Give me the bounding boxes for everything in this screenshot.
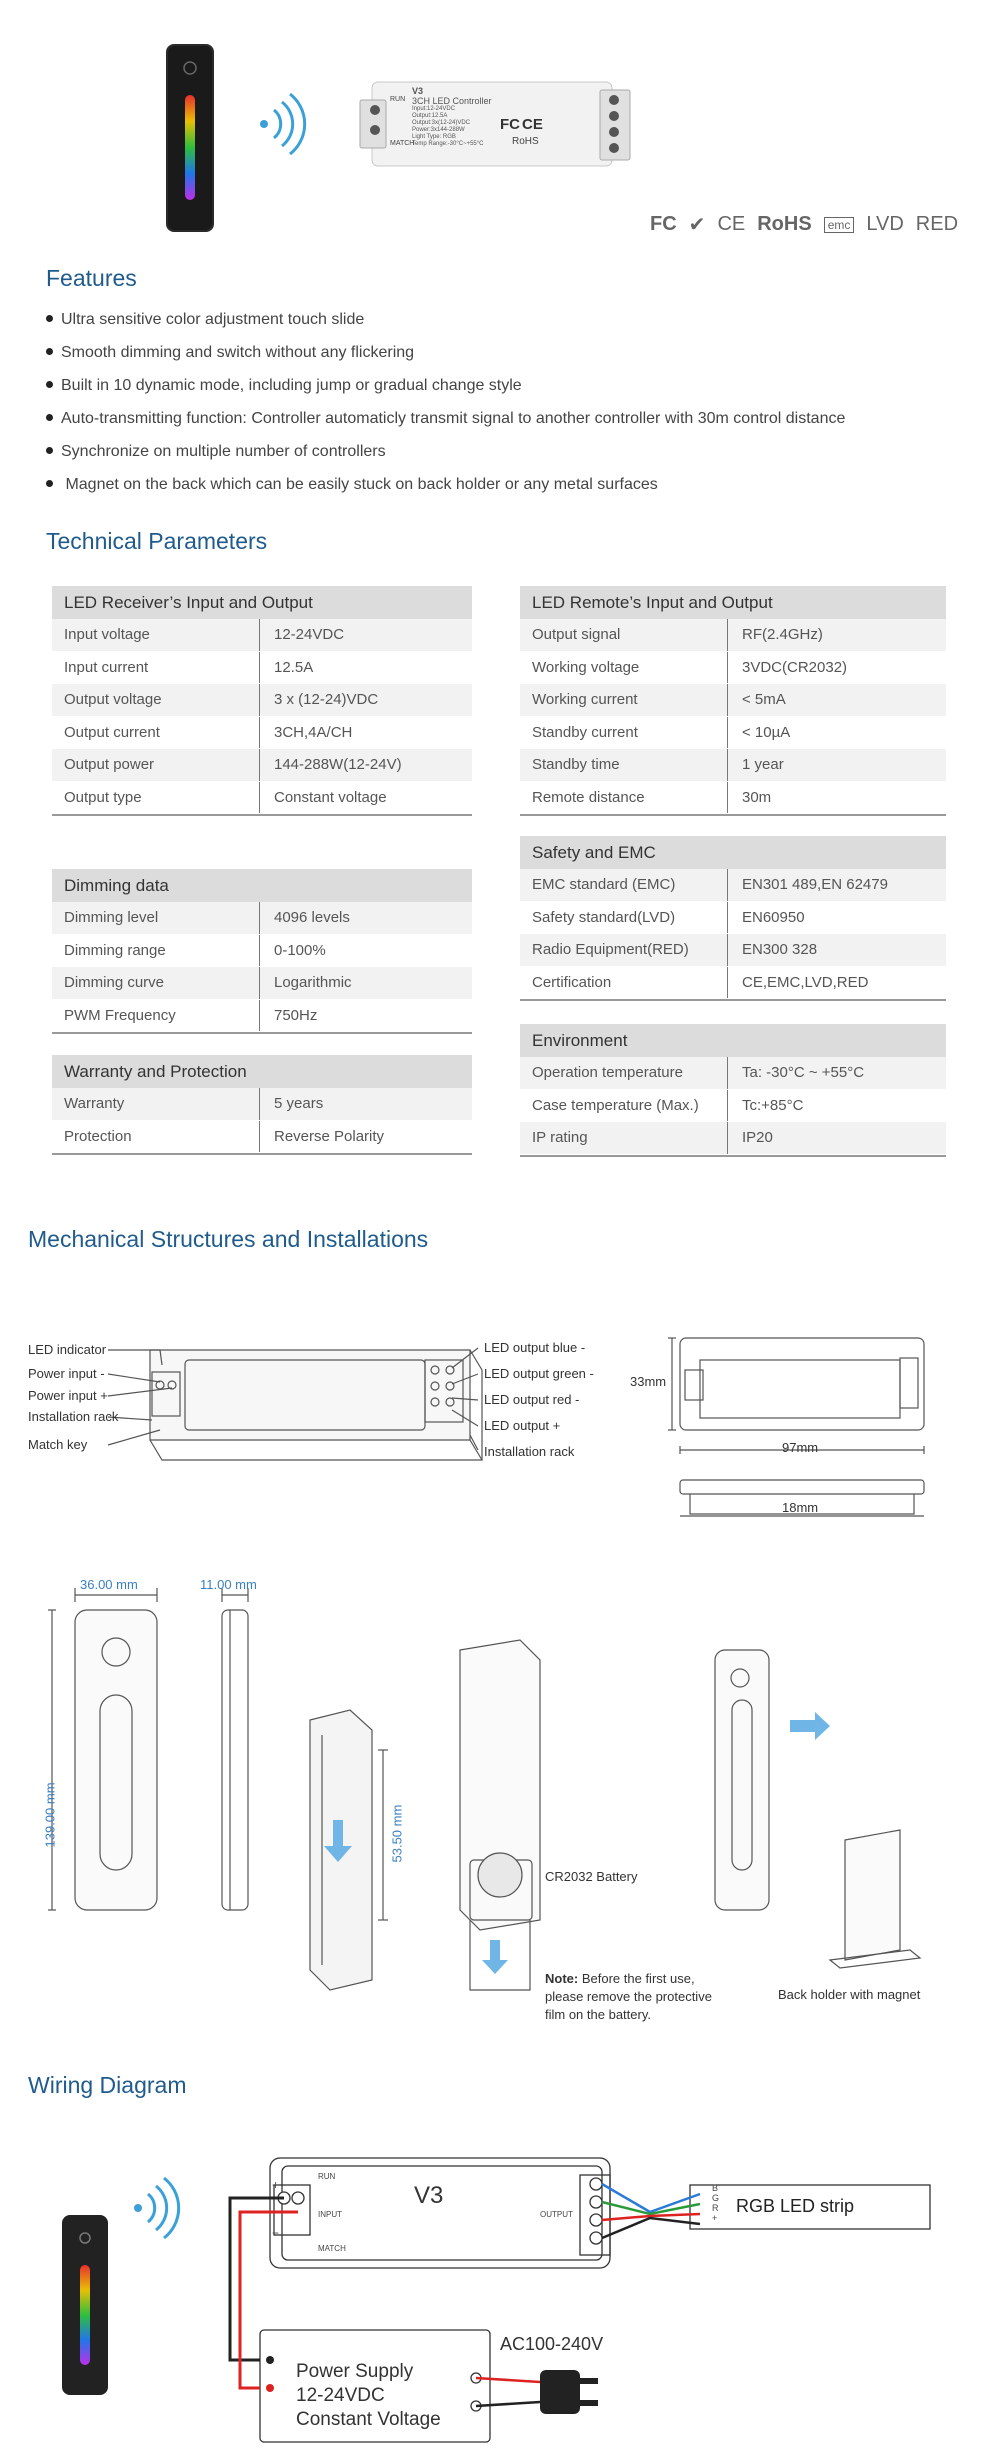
holder-caption: Back holder with magnet [778, 1987, 921, 2002]
wiring-run-label: RUN [318, 2172, 336, 2181]
feature-text: Auto-transmitting function: Controller automaticly transmit signal to another controller with 30m control distance [61, 410, 846, 427]
dim-remote-thickness: 11.00 mm [200, 1577, 257, 1592]
param-value: Logarithmic [274, 974, 352, 991]
note-line-1: please remove the protective [545, 1989, 712, 2004]
feature-text: Smooth dimming and switch without any flickering [61, 344, 415, 361]
param-name: Protection [52, 1121, 260, 1153]
param-value: Constant voltage [274, 788, 387, 806]
table-row [520, 652, 946, 685]
param-name: Standby current [520, 717, 728, 749]
remote-drawings [0, 1560, 1000, 2040]
environment-table [520, 1024, 946, 1157]
dimming-table [52, 869, 472, 1034]
cert-row [650, 212, 958, 237]
cert-fc: FC [650, 213, 677, 235]
hero-spec-4: Light Type: RGB [412, 134, 456, 140]
strip-pin-r: R [712, 2203, 719, 2213]
table-header: LED Receiver’s Input and Output [52, 586, 472, 619]
dim-depth: 18mm [782, 1500, 819, 1515]
param-name: Working current [520, 684, 728, 716]
param-value: Reverse Polarity [274, 1127, 385, 1145]
wiring-diagram [0, 2120, 1000, 2453]
param-value: 4096 levels [274, 909, 350, 926]
table-header: LED Remote’s Input and Output [520, 586, 946, 619]
param-name: Warranty [52, 1088, 260, 1120]
feature-text: Built in 10 dynamic mode, including jump or gradual change style [61, 377, 522, 394]
param-name: Operation temperature [520, 1057, 728, 1089]
param-name: Case temperature (Max.) [520, 1090, 728, 1122]
table-row [520, 749, 946, 782]
param-name: IP rating [520, 1122, 728, 1154]
wiring-controller-name: V3 [414, 2182, 444, 2209]
dim-length: 97mm [782, 1440, 819, 1455]
cert-red: RED [915, 213, 959, 235]
cert-check: ✔ [688, 214, 706, 236]
psu-line-1: 12-24VDC [296, 2385, 385, 2406]
note-block [545, 1970, 712, 2024]
param-value: 5 years [274, 1095, 324, 1112]
strip-pin-g: G [712, 2193, 720, 2203]
param-value: 3 x (12-24)VDC [274, 691, 379, 708]
tech-title: Technical Parameters [46, 528, 268, 554]
table-header: Dimming data [52, 869, 472, 902]
table-row [520, 902, 946, 935]
label-match-key: Match key [28, 1437, 88, 1452]
label-installation-rack-left: Installation rack [28, 1409, 119, 1424]
param-name: Dimming curve [52, 967, 260, 999]
param-value: 3VDC(CR2032) [742, 658, 848, 676]
feature-text: Ultra sensitive color adjustment touch slide [61, 311, 365, 328]
wiring-match-label: MATCH [318, 2244, 346, 2253]
param-name: Dimming range [52, 935, 260, 967]
wiring-output-label: OUTPUT [540, 2210, 573, 2219]
cert-rohs: RoHS [757, 213, 812, 235]
table-row [52, 684, 472, 717]
note-line-2: film on the battery. [545, 2007, 651, 2022]
feature-text: Synchronize on multiple number of controllers [61, 443, 386, 460]
param-value: < 5mA [742, 691, 786, 708]
param-value: IP20 [742, 1129, 773, 1146]
strip-pin-pos: + [712, 2213, 718, 2223]
ac-label: AC100-240V [500, 2334, 604, 2354]
hero-controller-sub: 3CH LED Controller [412, 96, 492, 106]
features-title: Features [46, 265, 137, 291]
hero-spec-3: Power:3x144-288W [412, 127, 465, 133]
param-name: PWM Frequency [52, 1000, 260, 1032]
param-value: 30m [742, 788, 772, 806]
wireless-signal-icon [134, 2178, 179, 2238]
table-row [520, 869, 946, 902]
feature-item [46, 443, 386, 461]
param-name: Working voltage [520, 652, 728, 684]
param-name: Remote distance [520, 782, 728, 814]
param-name: EMC standard (EMC) [520, 869, 728, 901]
table-row [52, 619, 472, 652]
table-header: Safety and EMC [520, 836, 946, 869]
cert-ce: CE [717, 213, 746, 235]
table-row [520, 782, 946, 815]
param-value: < 10µA [742, 723, 791, 741]
hero-spec-0: Input:12-24VDC [412, 106, 456, 112]
param-value: EN300 328 [742, 941, 818, 958]
feature-text: Magnet on the back which can be easily stuck on back holder or any metal surfaces [61, 476, 658, 493]
table-row [52, 749, 472, 782]
table-row [520, 967, 946, 1000]
param-value: 144-288W(12-24V) [274, 756, 402, 773]
hero-cert-ce: CE [522, 116, 543, 133]
param-name: Safety standard(LVD) [520, 902, 728, 934]
param-name: Dimming level [52, 902, 260, 934]
param-value: 12.5A [274, 658, 314, 676]
param-value: EN301 489,EN 62479 [742, 876, 888, 893]
wiring-terminal-neg: − [272, 2226, 280, 2240]
label-installation-rack-right: Installation rack [484, 1444, 575, 1459]
hero-cert-fc: FC [500, 116, 520, 133]
param-value: 1 year [742, 756, 784, 773]
feature-item [46, 311, 364, 329]
label-power-input-neg: Power input - [28, 1366, 105, 1381]
remote-image [62, 2215, 108, 2395]
note-line-0: Before the first use, [581, 1971, 695, 1986]
receiver-table [52, 586, 472, 816]
table-row [52, 652, 472, 685]
warranty-table [52, 1055, 472, 1155]
dim-remote-height: 139.00 mm [42, 1782, 58, 1848]
table-row [52, 1000, 472, 1033]
hero-rohs: RoHS [512, 136, 539, 147]
psu-label [296, 2360, 441, 2432]
param-value: 12-24VDC [274, 626, 345, 643]
dim-remote-width: 36.00 mm [80, 1577, 138, 1592]
label-power-input-pos: Power input + [28, 1388, 108, 1403]
param-value: EN60950 [742, 908, 805, 926]
hero-spec-2: Output:3x(12-24)VDC [412, 120, 471, 126]
note-bold: Note: [545, 1971, 579, 1986]
hero-controller-name: V3 [412, 86, 424, 96]
wiring-input-label: INPUT [318, 2210, 342, 2219]
hero-run-label: RUN [390, 96, 406, 103]
table-row [520, 619, 946, 652]
table-row [520, 1057, 946, 1090]
table-row [52, 902, 472, 935]
param-value: 3CH,4A/CH [274, 723, 353, 741]
feature-item [46, 377, 522, 395]
table-row [52, 1121, 472, 1154]
strip-label: RGB LED strip [736, 2196, 855, 2216]
feature-item [46, 476, 658, 494]
label-led-indicator: LED indicator [28, 1342, 107, 1357]
table-row [52, 935, 472, 968]
feature-item [46, 344, 414, 362]
dim-height: 33mm [630, 1374, 667, 1389]
table-header: Warranty and Protection [52, 1055, 472, 1088]
hero-spec-5: Temp Range:-30°C~+55°C [412, 141, 484, 147]
wiring-title: Wiring Diagram [28, 2072, 187, 2098]
param-value: Ta: -30°C ~ +55°C [742, 1064, 865, 1081]
param-name: Standby time [520, 749, 728, 781]
param-name: Radio Equipment(RED) [520, 934, 728, 966]
label-led-output-pos: LED output + [484, 1418, 561, 1433]
wiring-terminal-pos: + [272, 2178, 280, 2192]
psu-line-0: Power Supply [296, 2361, 414, 2382]
mech-title: Mechanical Structures and Installations [28, 1226, 429, 1252]
label-battery: CR2032 Battery [545, 1869, 638, 1884]
table-header: Environment [520, 1024, 946, 1057]
param-value: Tc:+85°C [742, 1096, 804, 1114]
remote-table [520, 586, 946, 816]
param-name: Output signal [520, 619, 728, 651]
param-value: 750Hz [274, 1006, 318, 1024]
param-name: Input current [52, 652, 260, 684]
table-row [52, 1088, 472, 1121]
table-row [52, 782, 472, 815]
label-led-output-green: LED output green - [484, 1366, 594, 1381]
param-name: Certification [520, 967, 728, 999]
remote-image [166, 44, 214, 232]
feature-item [46, 410, 845, 428]
strip-pin-b: B [712, 2183, 719, 2193]
table-row [520, 934, 946, 967]
table-row [520, 684, 946, 717]
label-led-output-blue: LED output blue - [484, 1340, 586, 1355]
table-row [520, 1090, 946, 1123]
param-name: Output power [52, 749, 260, 781]
table-row [52, 717, 472, 750]
dim-holder-spacing: 53.50 mm [389, 1804, 405, 1863]
wireless-signal-icon [260, 94, 305, 154]
param-name: Input voltage [52, 619, 260, 651]
param-name: Output current [52, 717, 260, 749]
safety-table [520, 836, 946, 1001]
hero-spec-1: Output:12.5A [412, 113, 448, 119]
param-name: Output type [52, 782, 260, 814]
controller-image [360, 82, 630, 166]
param-value: CE,EMC,LVD,RED [742, 973, 869, 991]
cert-lvd: LVD [866, 213, 904, 235]
table-row [520, 1122, 946, 1155]
psu-line-2: Constant Voltage [296, 2409, 441, 2430]
label-led-output-red: LED output red - [484, 1392, 580, 1407]
table-row [520, 717, 946, 750]
cert-emc: emc [824, 217, 855, 233]
param-name: Output voltage [52, 684, 260, 716]
param-value: 0-100% [274, 941, 326, 959]
param-value: RF(2.4GHz) [742, 626, 823, 643]
hero-match-label: MATCH [390, 140, 415, 147]
table-row [52, 967, 472, 1000]
